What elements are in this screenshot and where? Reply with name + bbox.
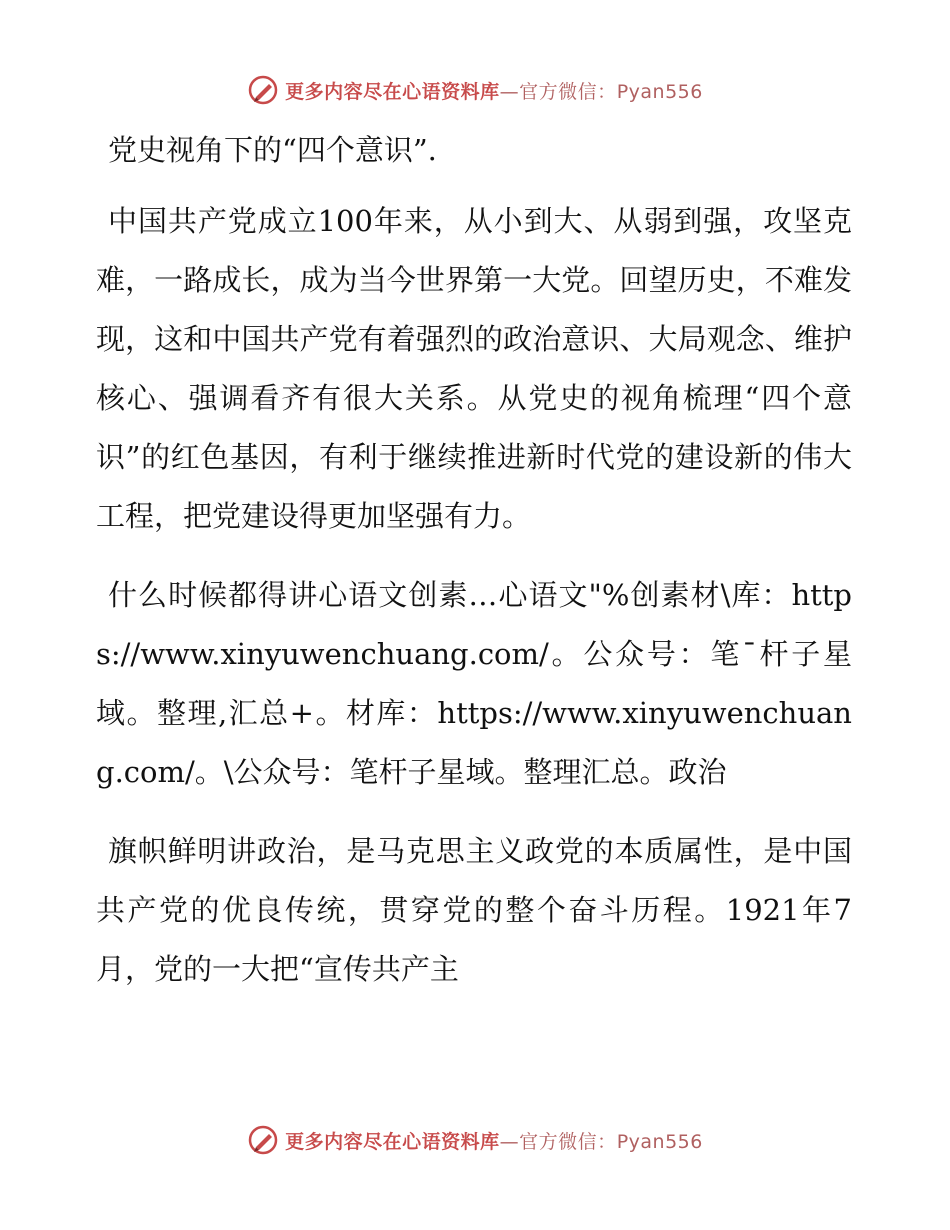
paragraph-intro: 中国共产党成立100年来，从小到大、从弱到强，攻坚克难，一路成长，成为当今世界第一大党。回望历史，不难发现，这和中国共产党有着强烈的政治意识、大局观念、维护核心、强调看齐有很大关系。从党史的视角梳理“四个意识”的红色基因，有利于继续推进新时代党的建设新的伟大工程，把党建设得更加坚强有力。 — [96, 204, 852, 533]
pen-logo-icon — [247, 74, 279, 106]
banner-main-text: 更多内容尽在心语资料库 — [285, 80, 500, 103]
document-body — [96, 128, 852, 1019]
footer-banner — [0, 1122, 950, 1158]
banner-text — [285, 1127, 703, 1154]
paragraph-politics: 旗帜鲜明讲政治，是马克思主义政党的本质属性，是中国共产党的优良传统，贯穿党的整个奋斗历程。1921年7月，党的一大把“宣传共产主 — [96, 834, 852, 986]
header-banner — [0, 72, 950, 108]
banner-main-text: 更多内容尽在心语资料库 — [285, 1130, 500, 1153]
document-title: 党史视角下的“四个意识”. — [108, 133, 437, 167]
pen-logo-icon — [247, 1124, 279, 1156]
paragraph-watermark-text: 什么时候都得讲心语文创素…心语文"%创素材\库：https://www.xinyuwenchuang.com/。公众号：笔¯杆子星域。整理,汇总+。材库：https://www.xinyuwenchuang.com/。\公众号：笔杆子星域。整理汇总。政治 — [96, 578, 852, 789]
banner-handle-text: Pyan556 — [616, 80, 703, 103]
banner-text — [285, 77, 703, 104]
banner-handle-text: Pyan556 — [616, 1130, 703, 1153]
banner-separator-text: —官方微信： — [499, 1130, 617, 1153]
banner-separator-text: —官方微信： — [499, 80, 617, 103]
